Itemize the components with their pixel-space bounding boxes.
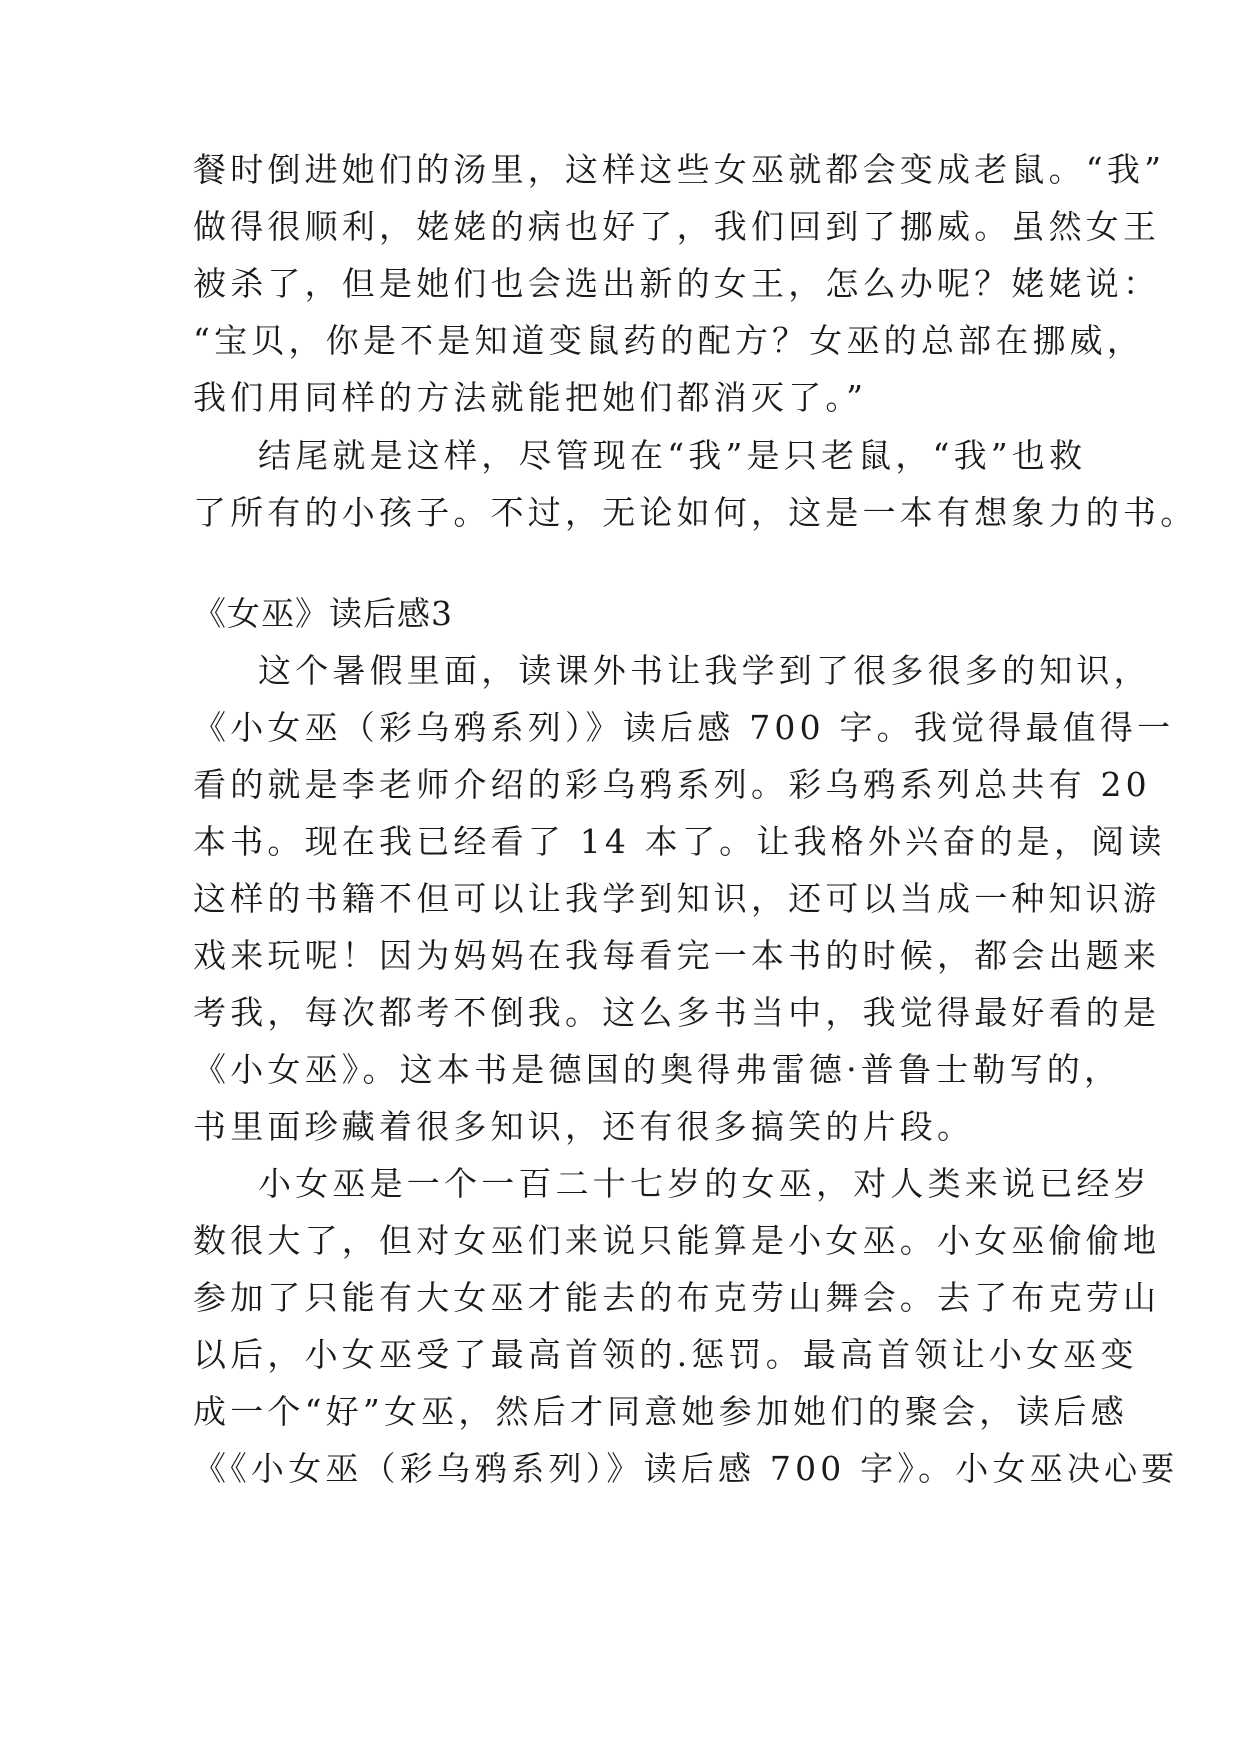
paragraph-line: 小女巫是一个一百二十七岁的女巫，对人类来说已经岁 [258,1164,1151,1203]
paragraph-line: 《小女巫》。这本书是德国的奥得弗雷德·普鲁士勒写的， [193,1050,1122,1089]
paragraph-line: 餐时倒进她们的汤里，这样这些女巫就都会变成老鼠。“我” [193,150,1166,189]
paragraph-line: 我们用同样的方法就能把她们都消灭了。” [193,378,868,417]
paragraph-line: 参加了只能有大女巫才能去的布克劳山舞会。去了布克劳山 [193,1278,1161,1317]
paragraph-line: 本书。现在我已经看了 14 本了。让我格外兴奋的是，阅读 [193,822,1166,861]
paragraph-line: 《《小女巫（彩乌鸦系列）》读后感 700 字》。小女巫决心要 [193,1449,1179,1488]
paragraph-line: 戏来玩呢！因为妈妈在我每看完一本书的时候，都会出题来 [193,936,1161,975]
paragraph-line: 考我，每次都考不倒我。这么多书当中，我觉得最好看的是 [193,993,1161,1032]
section-heading: 《女巫》读后感3 [193,594,453,633]
paragraph-line: 以后，小女巫受了最高首领的.惩罚。最高首领让小女巫变 [193,1335,1138,1374]
paragraph-line: 做得很顺利，姥姥的病也好了，我们回到了挪威。虽然女王 [193,207,1161,246]
paragraph-line: 看的就是李老师介绍的彩乌鸦系列。彩乌鸦系列总共有 20 [193,765,1151,804]
paragraph-line: 这个暑假里面，读课外书让我学到了很多很多的知识， [258,651,1151,690]
paragraph-line: 数很大了，但对女巫们来说只能算是小女巫。小女巫偷偷地 [193,1221,1161,1260]
paragraph-line: 《小女巫（彩乌鸦系列）》读后感 700 字。我觉得最值得一 [193,708,1175,747]
paragraph-line: 被杀了，但是她们也会选出新的女王，怎么办呢？姥姥说： [193,264,1161,303]
paragraph-line: 成一个“好”女巫，然后才同意她参加她们的聚会，读后感 [193,1392,1128,1431]
paragraph-line: 这样的书籍不但可以让我学到知识，还可以当成一种知识游 [193,879,1161,918]
paragraph-line: 了所有的小孩子。不过，无论如何，这是一本有想象力的书。 [193,493,1198,532]
paragraph-line: 书里面珍藏着很多知识，还有很多搞笑的片段。 [193,1107,975,1146]
paragraph-line: 结尾就是这样，尽管现在“我”是只老鼠，“我”也救 [258,436,1087,475]
paragraph-line: “宝贝，你是不是知道变鼠药的配方？女巫的总部在挪威， [193,321,1145,360]
